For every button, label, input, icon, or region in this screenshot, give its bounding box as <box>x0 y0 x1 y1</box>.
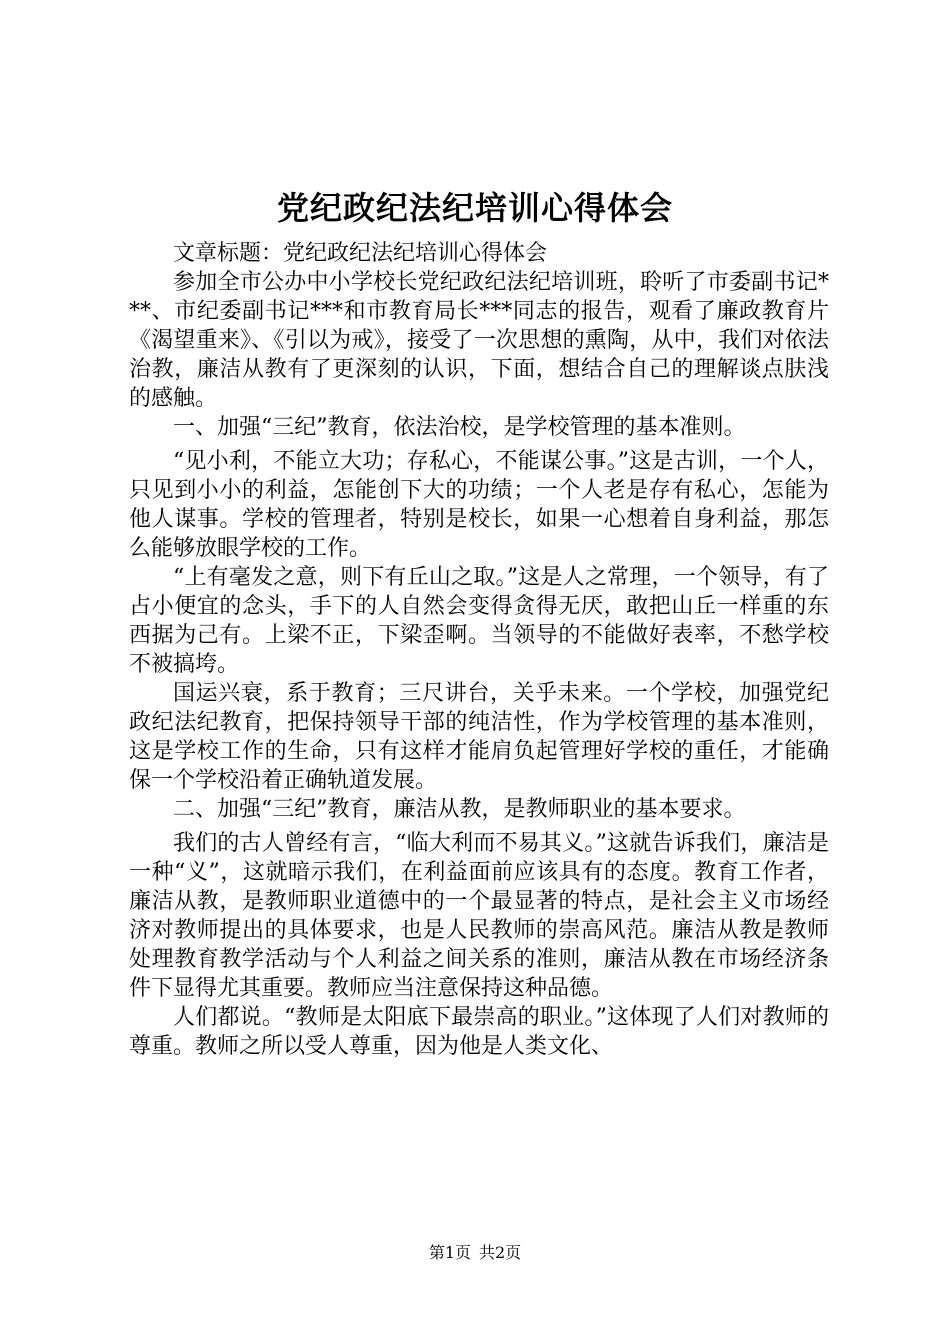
paragraph: “见小利，不能立大功；存私心，不能谋公事。”这是古训，一个人，只见到小小的利益，怎能创下大的功绩；一个人老是存有私心，怎能为他人谋事。学校的管理者，特别是校长，如果一心想着自身利益，那怎么能够放眼学校的工作。 <box>129 449 829 561</box>
document-title: 党纪政纪法纪培训心得体会 <box>276 189 673 227</box>
section-heading-one: 一、加强“三纪”教育，依法治校，是学校管理的基本准则。 <box>173 415 746 440</box>
page-total: 共2页 <box>479 1243 522 1262</box>
paragraph: 我们的古人曾经有言，“临大利而不易其义。”这就告诉我们，廉洁是一种“义”，这就暗示我们，在利益面前应该具有的态度。教育工作者，廉洁从教，是教师职业道德中的一个最显著的特点，是社会主义市场经济对教师提出的具体要求，也是人民教师的崇高风范。廉洁从教是教师处理教育教学活动与个人利益之间关系的准则，廉洁从教在市场经济条件下显得尤其重要。教师应当注意保持这种品德。 <box>129 831 829 1001</box>
page-footer <box>0 1242 950 1264</box>
paragraph: “上有毫发之意，则下有丘山之取。”这是人之常理，一个领导，有了占小便宜的念头，手下的人自然会变得贪得无厌，敢把山丘一样重的东西据为己有。上梁不正，下梁歪啊。当领导的不能做好表率，不愁学校不被搞垮。 <box>129 565 829 677</box>
page-number: 第1页 <box>428 1243 471 1262</box>
paragraph-intro: 参加全市公办中小学校长党纪政纪法纪培训班，聆听了市委副书记***、市纪委副书记***和市教育局长***同志的报告，观看了廉政教育片《渴望重来》、《引以为戒》，接受了一次思想的熏陶，从中，我们对依法治教，廉洁从教有了更深刻的认识，下面，想结合自己的理解谈点肤浅的感触。 <box>129 270 829 411</box>
section-heading-two: 二、加强“三纪”教育，廉洁从教，是教师职业的基本要求。 <box>173 797 746 822</box>
paragraph: 人们都说。“教师是太阳底下最崇高的职业。”这体现了人们对教师的尊重。教师之所以受人尊重，因为他是人类文化、 <box>129 1005 829 1059</box>
paragraph: 国运兴衰，系于教育；三尺讲台，关乎未来。一个学校，加强党纪政纪法纪教育，把保持领导干部的纯洁性，作为学校管理的基本准则，这是学校工作的生命，只有这样才能肩负起管理好学校的重任，才能确保一个学校沿着正确轨道发展。 <box>129 681 829 793</box>
document-body <box>129 239 829 1061</box>
paragraph-article-title: 文章标题：党纪政纪法纪培训心得体会 <box>173 241 548 266</box>
